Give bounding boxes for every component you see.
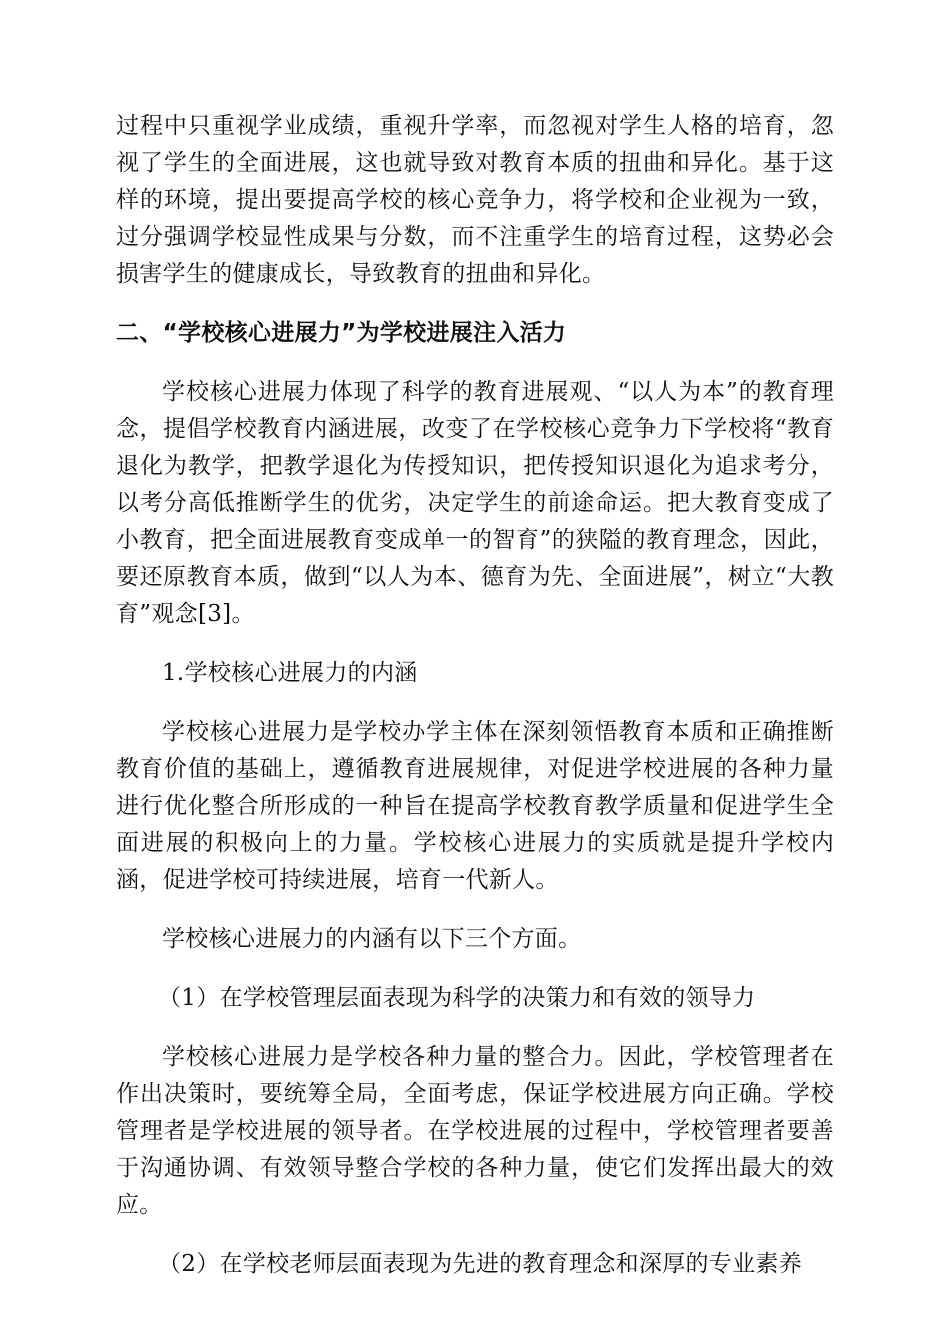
list-item-1: （1）在学校管理层面表现为科学的决策力和有效的领导力 bbox=[158, 985, 756, 1011]
paragraph-3: 学校核心进展力是学校办学主体在深刻领悟教育本质和正确推断教育价值的基础上，遵循教育进展规律，对促进学校进展的各种力量进行优化整合所形成的一种旨在提高学校教育教学质量和促进学生全面进展的积极向上的力量。学校核心进展力的实质就是提升学校内涵，促进学校可持续进展，培育一代新人。 bbox=[116, 719, 834, 893]
list-item-2: （2）在学校老师层面表现为先进的教育理念和深厚的专业素养 bbox=[158, 1251, 803, 1277]
section-heading-2: 二、“学校核心进展力”为学校进展注入活力 bbox=[116, 320, 567, 346]
subheading-1: 1.学校核心进展力的内涵 bbox=[162, 660, 418, 686]
paragraph-4: 学校核心进展力的内涵有以下三个方面。 bbox=[162, 926, 582, 952]
paragraph-5: 学校核心进展力是学校各种力量的整合力。因此，学校管理者在作出决策时，要统筹全局，全面考虑，保证学校进展方向正确。学校管理者是学校进展的领导者。在学校进展的过程中，学校管理者要善于沟通协调、有效领导整合学校的各种力量，使它们发挥出最大的效应。 bbox=[116, 1044, 834, 1218]
document-page bbox=[116, 108, 834, 1283]
paragraph-2: 学校核心进展力体现了科学的教育进展观、“以人为本”的教育理念，提倡学校教育内涵进展，改变了在学校核心竞争力下学校将“教育退化为教学，把教学退化为传授知识，把传授知识退化为追求考分，以考分高低推断学生的优劣，决定学生的前途命运。把大教育变成了小教育，把全面进展教育变成单一的智育”的狭隘的教育理念，因此，要还原教育本质，做到“以人为本、德育为先、全面进展”，树立“大教育”观念[3]。 bbox=[116, 379, 834, 627]
paragraph-1: 过程中只重视学业成绩，重视升学率，而忽视对学生人格的培育，忽视了学生的全面进展，这也就导致对教育本质的扭曲和异化。基于这样的环境，提出要提高学校的核心竞争力，将学校和企业视为一致，过分强调学校显性成果与分数，而不注重学生的培育过程，这势必会损害学生的健康成长，导致教育的扭曲和异化。 bbox=[116, 113, 834, 287]
